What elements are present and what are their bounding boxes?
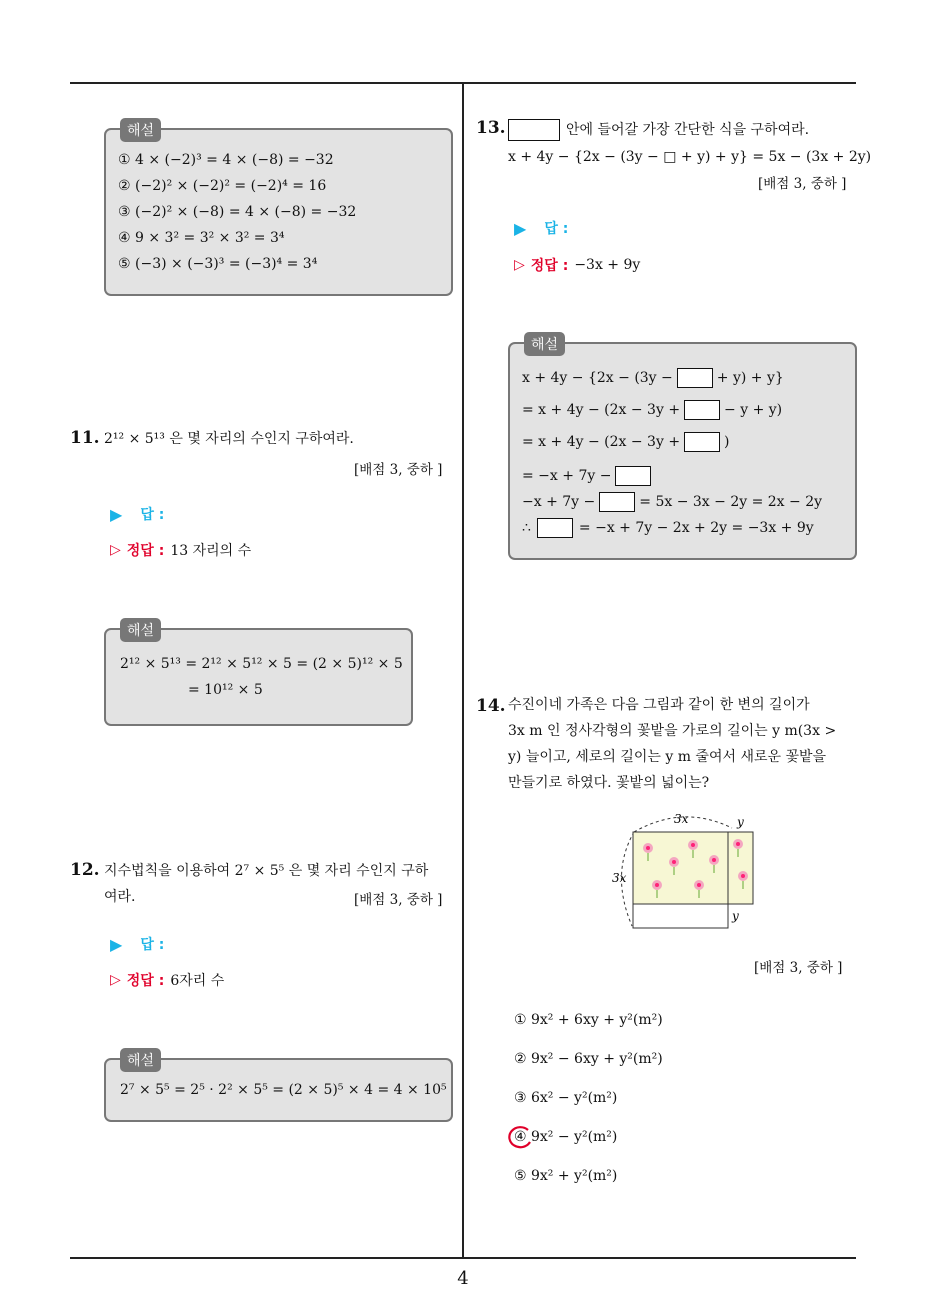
q13-number: 13. bbox=[476, 118, 506, 138]
explanation-tag: 해설 bbox=[120, 618, 161, 642]
bottom-rule bbox=[70, 1257, 856, 1259]
flower-bed-figure bbox=[600, 812, 770, 936]
outline-triangle-icon: ▷ bbox=[110, 542, 121, 558]
q10-line-2: ② (−2)² × (−2)² = (−2)⁴ = 16 bbox=[118, 178, 327, 194]
q10-explanation-box bbox=[104, 123, 453, 296]
q12-line-1: 2⁷ × 5⁵ = 2⁵ · 2² × 5⁵ = (2 × 5)⁵ × 4 = 4 × 10⁵ bbox=[120, 1082, 447, 1098]
q13-line-6 bbox=[522, 518, 814, 538]
q12-answer-row bbox=[110, 934, 164, 954]
outline-triangle-icon: ▷ bbox=[110, 972, 121, 988]
play-icon: ▶ bbox=[110, 504, 123, 524]
explanation-tag: 해설 bbox=[120, 1048, 161, 1072]
q13-line-1 bbox=[522, 368, 784, 388]
q13-line-5b: = 5x − 3x − 2y = 2x − 2y bbox=[639, 494, 823, 510]
q13-line-5 bbox=[522, 492, 822, 512]
q12-text-line2: 여라. bbox=[104, 889, 136, 905]
outline-triangle-icon: ▷ bbox=[514, 257, 525, 273]
q14-choice-2[interactable]: ② 9x² − 6xy + y²(m²) bbox=[514, 1051, 663, 1067]
q13-correct-row bbox=[514, 255, 640, 275]
q12-explanation-box bbox=[104, 1053, 453, 1122]
q13-answer-label: 답 : bbox=[544, 221, 569, 237]
blank-box bbox=[615, 466, 651, 486]
removed-strip bbox=[633, 904, 728, 928]
q13-line-6a: ∴ bbox=[522, 520, 531, 536]
q10-line-3: ③ (−2)² × (−8) = 4 × (−8) = −32 bbox=[118, 204, 357, 220]
selected-answer-circle-icon bbox=[506, 1124, 536, 1152]
q13-line-6b: = −x + 7y − 2x + 2y = −3x + 9y bbox=[578, 520, 814, 536]
q12-answer-label: 답 : bbox=[140, 937, 165, 953]
q14-text-line2: 3x m 인 정사각형의 꽃밭을 가로의 길이는 y m(3x > bbox=[508, 723, 837, 739]
label-top-right: y bbox=[737, 815, 744, 829]
q13-line-2 bbox=[522, 400, 782, 420]
q12-correct-value: 6자리 수 bbox=[170, 973, 225, 989]
answer-blank-box bbox=[508, 119, 560, 141]
q14-choice-5[interactable]: ⑤ 9x² + y²(m²) bbox=[514, 1168, 618, 1184]
q12-correct-row bbox=[110, 970, 224, 990]
q11-text: 2¹² × 5¹³ 은 몇 자리의 수인지 구하여라. bbox=[104, 431, 354, 447]
q14-text-line1: 수진이네 가족은 다음 그림과 같이 한 변의 길이가 bbox=[508, 697, 810, 713]
q11-line-2: = 10¹² × 5 bbox=[188, 682, 263, 698]
q14-choice-3[interactable]: ③ 6x² − y²(m²) bbox=[514, 1090, 618, 1106]
q13-line-2a: = x + 4y − (2x − 3y + bbox=[522, 402, 681, 418]
q14-number: 14. bbox=[476, 696, 506, 716]
q13-line-5a: −x + 7y − bbox=[522, 494, 596, 510]
q11-correct-row bbox=[110, 540, 251, 560]
label-left: 3x bbox=[612, 871, 627, 885]
q13-line-1b: + y) + y} bbox=[716, 370, 784, 386]
q13-line-2b: − y + y) bbox=[724, 402, 783, 418]
q12-score: [배점 3, 중하 ] bbox=[354, 892, 443, 908]
q13-line-1a: x + 4y − {2x − (3y − bbox=[522, 370, 673, 386]
q12-number: 12. bbox=[70, 860, 100, 880]
play-icon: ▶ bbox=[110, 934, 123, 954]
blank-box bbox=[537, 518, 573, 538]
q12-correct-label: 정답 : bbox=[126, 973, 165, 989]
q14-text-line4: 만들기로 하였다. 꽃밭의 넓이는? bbox=[508, 775, 710, 791]
q14-choice-4[interactable]: ④ 9x² − y²(m²) bbox=[514, 1129, 618, 1145]
q11-number: 11. bbox=[70, 428, 100, 448]
q10-line-1: ① 4 × (−2)³ = 4 × (−8) = −32 bbox=[118, 152, 334, 168]
q13-line-3 bbox=[522, 432, 730, 452]
blank-box bbox=[684, 400, 720, 420]
q12-text-line1: 지수법칙을 이용하여 2⁷ × 5⁵ 은 몇 자리 수인지 구하 bbox=[104, 863, 429, 879]
explanation-tag: 해설 bbox=[524, 332, 565, 356]
q10-line-4: ④ 9 × 3² = 3² × 3² = 3⁴ bbox=[118, 230, 285, 246]
q13-equation: x + 4y − {2x − (3y − □ + y) + y} = 5x − (3x + 2y) bbox=[508, 149, 872, 165]
q11-correct-value: 13 자리의 수 bbox=[170, 543, 252, 559]
q13-correct-value: −3x + 9y bbox=[574, 257, 641, 273]
q13-explanation-box bbox=[508, 337, 857, 560]
q11-answer-label: 답 : bbox=[140, 507, 165, 523]
q11-answer-row bbox=[110, 504, 164, 524]
q13-score: [배점 3, 중하 ] bbox=[758, 176, 847, 192]
label-bottom-right: y bbox=[732, 909, 739, 923]
explanation-tag: 해설 bbox=[120, 118, 161, 142]
q13-line-4a: = −x + 7y − bbox=[522, 468, 612, 484]
q13-question bbox=[508, 117, 809, 143]
q11-score: [배점 3, 중하 ] bbox=[354, 462, 443, 478]
label-top: 3x bbox=[674, 812, 689, 826]
q13-line-3a: = x + 4y − (2x − 3y + bbox=[522, 434, 681, 450]
q11-line-1: 2¹² × 5¹³ = 2¹² × 5¹² × 5 = (2 × 5)¹² × 5 bbox=[120, 656, 403, 672]
q11-correct-label: 정답 : bbox=[126, 543, 165, 559]
blank-box bbox=[599, 492, 635, 512]
q14-score: [배점 3, 중하 ] bbox=[754, 960, 843, 976]
q13-answer-row bbox=[514, 218, 568, 238]
q13-line-4 bbox=[522, 466, 651, 486]
q13-text: 안에 들어갈 가장 간단한 식을 구하여라. bbox=[566, 122, 810, 138]
q13-correct-label: 정답 : bbox=[530, 258, 569, 274]
q11-explanation-box bbox=[104, 623, 413, 726]
column-divider bbox=[462, 82, 464, 1258]
blank-box bbox=[677, 368, 713, 388]
q14-text-line3: y) 늘이고, 세로의 길이는 y m 줄여서 새로운 꽃밭을 bbox=[508, 749, 827, 765]
page-number: 4 bbox=[457, 1268, 469, 1289]
q10-line-5: ⑤ (−3) × (−3)³ = (−3)⁴ = 3⁴ bbox=[118, 256, 318, 272]
q14-choice-1[interactable]: ① 9x² + 6xy + y²(m²) bbox=[514, 1012, 663, 1028]
blank-box bbox=[684, 432, 720, 452]
play-icon: ▶ bbox=[514, 218, 527, 238]
q13-line-3b: ) bbox=[724, 434, 730, 450]
